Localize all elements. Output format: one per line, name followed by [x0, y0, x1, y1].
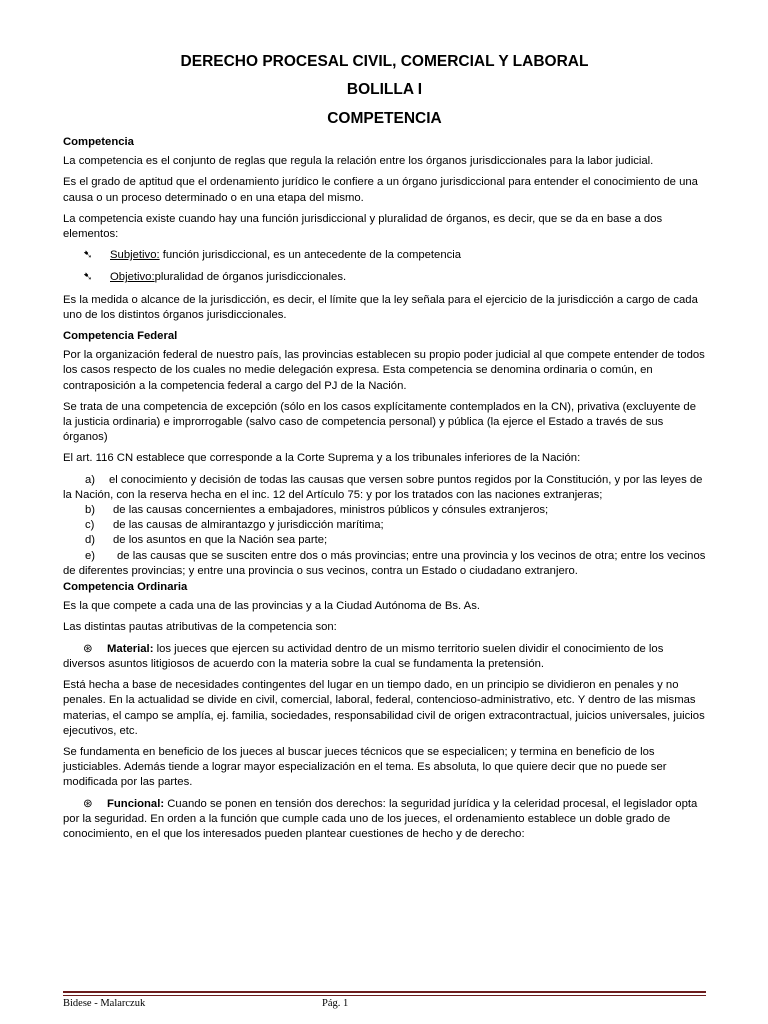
paragraph: Por la organización federal de nuestro país, las provincias establecen su propio poder judicial al que compete entender de todos los casos respecto de los cuales no medie delegación expresa. Esta competencia se denomina ordinaria o común, en contraposición a la competencia federal a cargo del PJ de la Nación. [63, 349, 705, 392]
footer-rule [63, 991, 706, 993]
list-item [63, 473, 706, 503]
bullet-label: Subjetivo: [110, 249, 160, 262]
criterion-text: Cuando se ponen en tensión dos derechos: la seguridad jurídica y la celeridad procesal, el legislador opta por la seguridad. En orden a la función que cumple cada uno de los jueces, el ordenamiento establece un doble grado de conocimiento, en el que los interesados pueden plantear cuestiones de hecho y de derecho: [63, 797, 698, 840]
list-letter: a) [85, 473, 96, 486]
section-heading-competencia: Competencia [63, 136, 134, 148]
paragraph: La competencia existe cuando hay una función jurisdiccional y pluralidad de órganos, es decir, que se da en base a dos elementos: [63, 212, 663, 241]
list-letter: d) [85, 534, 96, 547]
list-text: de los asuntos en que la Nación sea parte; [113, 534, 328, 547]
paragraph: Las distintas pautas atributivas de la competencia son: [63, 621, 337, 634]
list-letter: b) [85, 504, 96, 517]
paragraph: El art. 116 CN establece que corresponde a la Corte Suprema y a los tribunales inferiores de la Nación: [63, 452, 581, 465]
list-text: de las causas que se susciten entre dos o más provincias; entre una provincia y los vecinos de otra; entre los vecinos de diferentes provincias; y entre una provincia o sus vecinos, contra un Estado o ciudadano extranjero. [63, 549, 706, 577]
criterion-text: los jueces que ejercen su actividad dentro de un mismo territorio suelen dividir el conocimiento de los diversos asuntos litigiosos de acuerdo con la materia sobre la cual se fundamenta la pretensión. [63, 642, 664, 670]
paragraph: La competencia es el conjunto de reglas que regula la relación entre los órganos jurisdiccionales para la labor judicial. [63, 155, 654, 168]
list-text: de las causas de almirantazgo y jurisdicción marítima; [113, 519, 384, 532]
circle-bullet-icon: ⊛ [83, 642, 93, 655]
list-item [63, 518, 706, 533]
list-item [63, 533, 706, 548]
document-subtitle: BOLILLA I [346, 81, 423, 98]
paragraph: Es el grado de aptitud que el ordenamiento jurídico le confiere a un órgano jurisdiccional para entender el conocimiento de una causa o un proceso determinado o en una etapa del mismo. [63, 176, 698, 204]
bullet-objetivo [63, 270, 706, 285]
paragraph: Está hecha a base de necesidades contingentes del lugar en un tiempo dado, en un principio se dividieron en penales y no penales. En la actualidad se divide en civil, comercial, laboral, federal, contencioso-administrativo, etc. Y dentro de las mismas materias, el campo se amplía, ej. familia, sociedades, responsabilidad civil de origen extracontractual, juicios universales, juicios ejecutivos, etc. [63, 679, 705, 737]
paragraph: Es la que compete a cada una de las provincias y a la Ciudad Autónoma de Bs. As. [63, 600, 480, 613]
bullet-text: función jurisdiccional, es un antecedente de la competencia [159, 249, 462, 262]
document-body [63, 52, 706, 848]
list-item [63, 549, 706, 579]
criterion-label: Material: [107, 642, 154, 655]
bullet-subjetivo [63, 248, 706, 263]
section-heading-federal: Competencia Federal [63, 330, 178, 343]
list-item [63, 503, 706, 518]
circle-bullet-icon: ⊛ [83, 797, 93, 810]
document-topic: COMPETENCIA [327, 110, 442, 127]
footer-authors: Bidese - Malarczuk [63, 998, 146, 1009]
footer-page-number: Pág. 1 [322, 998, 349, 1009]
list-letter: c) [85, 519, 95, 532]
arrow-bullet-icon: ➷ [83, 249, 93, 262]
criterion-label: Funcional: [107, 797, 165, 810]
criterion-material [63, 642, 706, 672]
bullet-label: Objetivo: [110, 271, 155, 284]
paragraph: Se trata de una competencia de excepción (sólo en los casos explícitamente contemplados en la CN), privativa (excluyente de la justicia ordinaria) e improrrogable (salvo caso de competencia personal) y pública (la ejerce el Estado a través de sus órganos) [63, 400, 696, 444]
list-letter: e) [85, 549, 96, 562]
list-text: de las causas concernientes a embajadores, ministros públicos y cónsules extranjeros; [113, 504, 549, 517]
article-116-list [63, 473, 706, 579]
section-heading-ordinaria: Competencia Ordinaria [63, 581, 188, 594]
arrow-bullet-icon: ➷ [83, 271, 93, 284]
document-title: DERECHO PROCESAL CIVIL, COMERCIAL Y LABORAL [180, 53, 589, 70]
footer-rule [63, 995, 706, 996]
paragraph: Es la medida o alcance de la jurisdicción, es decir, el límite que la ley señala para el ejercicio de la jurisdicción a cargo de cada uno de los distintos órganos jurisdiccionales. [63, 293, 698, 321]
paragraph: Se fundamenta en beneficio de los jueces al buscar jueces técnicos que se especialicen; y termina en beneficio de los justiciables. Además tiende a lograr mayor especialización en el tema. Es absoluta, lo que quiere decir que no puede ser modificada por las partes. [63, 745, 667, 789]
list-text: el conocimiento y decisión de todas las causas que versen sobre puntos regidos por la Constitución, y por las leyes de la Nación, con la reserva hecha en el inc. 12 del Artículo 75: y por los tratados con las naciones extranjeras; [63, 473, 703, 501]
bullet-text: pluralidad de órganos jurisdiccionales. [154, 271, 347, 284]
criterion-funcional [63, 797, 706, 843]
